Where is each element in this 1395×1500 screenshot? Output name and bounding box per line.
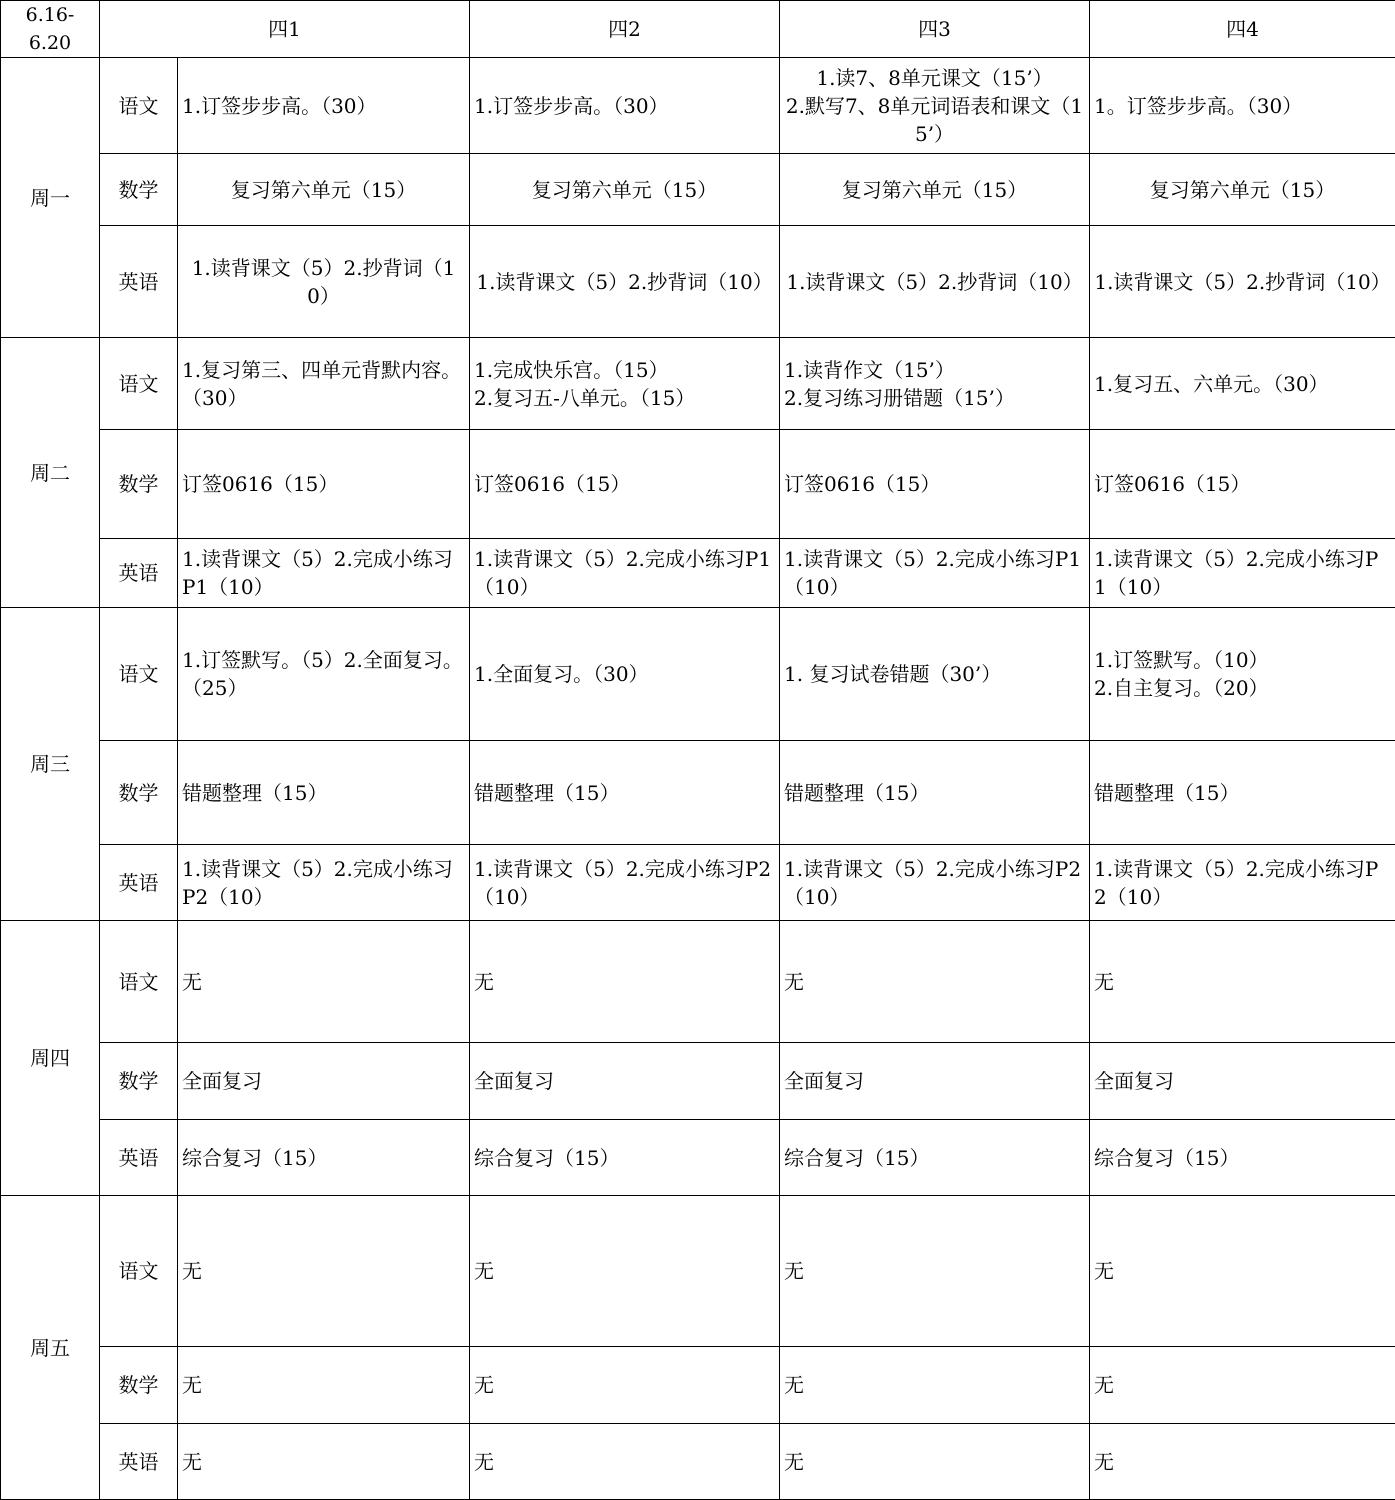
task-cell: 1.读背课文（5）2.抄背词（10） xyxy=(780,226,1090,338)
task-cell: 1.订签步步高。（30） xyxy=(178,58,470,154)
table-row xyxy=(1,1196,1395,1347)
task-cell: 错题整理（15） xyxy=(1090,741,1395,845)
subject-label: 英语 xyxy=(100,1424,178,1500)
task-cell: 订签0616（15） xyxy=(1090,430,1395,539)
task-cell: 复习第六单元（15） xyxy=(178,154,470,226)
task-cell: 无 xyxy=(1090,1196,1395,1347)
task-cell: 全面复习 xyxy=(780,1043,1090,1120)
task-cell: 无 xyxy=(470,1196,780,1347)
day-label-fri: 周五 xyxy=(1,1196,100,1500)
task-cell: 无 xyxy=(470,921,780,1043)
task-cell: 订签0616（15） xyxy=(178,430,470,539)
task-cell: 1.订签步步高。（30） xyxy=(470,58,780,154)
subject-label: 语文 xyxy=(100,58,178,154)
task-cell: 订签0616（15） xyxy=(780,430,1090,539)
subject-label: 数学 xyxy=(100,1043,178,1120)
table-row xyxy=(1,226,1395,338)
table-row xyxy=(1,845,1395,921)
task-cell: 1.读背课文（5）2.完成小练习P2（10） xyxy=(1090,845,1395,921)
task-cell: 1.完成快乐宫。（15） 2.复习五-八单元。（15） xyxy=(470,338,780,430)
subject-label: 语文 xyxy=(100,608,178,741)
task-cell: 1.读背课文（5）2.完成小练习P1（10） xyxy=(780,539,1090,608)
day-label-mon: 周一 xyxy=(1,58,100,338)
table-row xyxy=(1,608,1395,741)
task-cell: 错题整理（15） xyxy=(780,741,1090,845)
task-cell: 1.读背课文（5）2.抄背词（10） xyxy=(470,226,780,338)
subject-label: 数学 xyxy=(100,430,178,539)
table-row xyxy=(1,338,1395,430)
subject-label: 语文 xyxy=(100,1196,178,1347)
task-cell: 1.订签默写。（10） 2.自主复习。（20） xyxy=(1090,608,1395,741)
table-row xyxy=(1,539,1395,608)
subject-label: 英语 xyxy=(100,226,178,338)
task-cell: 1.读背课文（5）2.完成小练习P2（10） xyxy=(470,845,780,921)
task-cell: 1.读背课文（5）2.完成小练习P1（10） xyxy=(1090,539,1395,608)
task-cell: 1. 复习试卷错题（30’） xyxy=(780,608,1090,741)
task-cell: 1.读背课文（5）2.完成小练习P1（10） xyxy=(178,539,470,608)
task-cell: 1.读背课文（5）2.完成小练习P2（10） xyxy=(780,845,1090,921)
task-cell: 1.复习第三、四单元背默内容。（30） xyxy=(178,338,470,430)
day-label-tue: 周二 xyxy=(1,338,100,608)
task-cell: 订签0616（15） xyxy=(470,430,780,539)
task-cell: 无 xyxy=(178,1424,470,1500)
task-cell: 无 xyxy=(178,921,470,1043)
task-cell: 1.复习五、六单元。（30） xyxy=(1090,338,1395,430)
task-cell: 1.订签默写。（5）2.全面复习。（25） xyxy=(178,608,470,741)
task-cell: 1.读7、8单元课文（15’） 2.默写7、8单元词语表和课文（15’） xyxy=(780,58,1090,154)
table-row xyxy=(1,58,1395,154)
task-cell: 复习第六单元（15） xyxy=(780,154,1090,226)
class-header-2: 四2 xyxy=(470,1,780,58)
table-row xyxy=(1,1043,1395,1120)
task-cell: 错题整理（15） xyxy=(470,741,780,845)
task-cell: 1。订签步步高。（30） xyxy=(1090,58,1395,154)
task-cell: 1.读背课文（5）2.完成小练习P2（10） xyxy=(178,845,470,921)
task-cell: 无 xyxy=(780,1196,1090,1347)
day-label-thu: 周四 xyxy=(1,921,100,1196)
task-cell: 无 xyxy=(780,1424,1090,1500)
class-header-3: 四3 xyxy=(780,1,1090,58)
task-cell: 1.读背课文（5）2.完成小练习P1（10） xyxy=(470,539,780,608)
subject-label: 数学 xyxy=(100,741,178,845)
task-cell: 无 xyxy=(1090,1424,1395,1500)
table-row xyxy=(1,741,1395,845)
task-cell: 错题整理（15） xyxy=(178,741,470,845)
task-cell: 全面复习 xyxy=(470,1043,780,1120)
task-cell: 无 xyxy=(780,921,1090,1043)
header-row xyxy=(1,1,1395,58)
subject-label: 数学 xyxy=(100,154,178,226)
task-cell: 无 xyxy=(178,1347,470,1424)
task-cell: 无 xyxy=(178,1196,470,1347)
table-row xyxy=(1,430,1395,539)
date-range-cell: 6.16- 6.20 xyxy=(1,1,100,58)
task-cell: 1.读背课文（5）2.抄背词（10） xyxy=(178,226,470,338)
table-row xyxy=(1,1424,1395,1500)
task-cell: 无 xyxy=(1090,921,1395,1043)
table-row xyxy=(1,1120,1395,1196)
task-cell: 无 xyxy=(470,1347,780,1424)
task-cell: 全面复习 xyxy=(1090,1043,1395,1120)
task-cell: 综合复习（15） xyxy=(1090,1120,1395,1196)
task-cell: 1.读背课文（5）2.抄背词（10） xyxy=(1090,226,1395,338)
table-row xyxy=(1,1347,1395,1424)
day-label-wed: 周三 xyxy=(1,608,100,921)
task-cell: 无 xyxy=(780,1347,1090,1424)
task-cell: 综合复习（15） xyxy=(780,1120,1090,1196)
subject-label: 英语 xyxy=(100,845,178,921)
task-cell: 复习第六单元（15） xyxy=(470,154,780,226)
subject-label: 数学 xyxy=(100,1347,178,1424)
table-row xyxy=(1,921,1395,1043)
task-cell: 1.读背作文（15’） 2.复习练习册错题（15’） xyxy=(780,338,1090,430)
task-cell: 综合复习（15） xyxy=(178,1120,470,1196)
task-cell: 复习第六单元（15） xyxy=(1090,154,1395,226)
subject-label: 语文 xyxy=(100,338,178,430)
task-cell: 综合复习（15） xyxy=(470,1120,780,1196)
subject-label: 英语 xyxy=(100,1120,178,1196)
task-cell: 无 xyxy=(1090,1347,1395,1424)
task-cell: 无 xyxy=(470,1424,780,1500)
table-row xyxy=(1,154,1395,226)
class-header-1: 四1 xyxy=(100,1,470,58)
subject-label: 语文 xyxy=(100,921,178,1043)
class-header-4: 四4 xyxy=(1090,1,1395,58)
subject-label: 英语 xyxy=(100,539,178,608)
task-cell: 1.全面复习。（30） xyxy=(470,608,780,741)
task-cell: 全面复习 xyxy=(178,1043,470,1120)
